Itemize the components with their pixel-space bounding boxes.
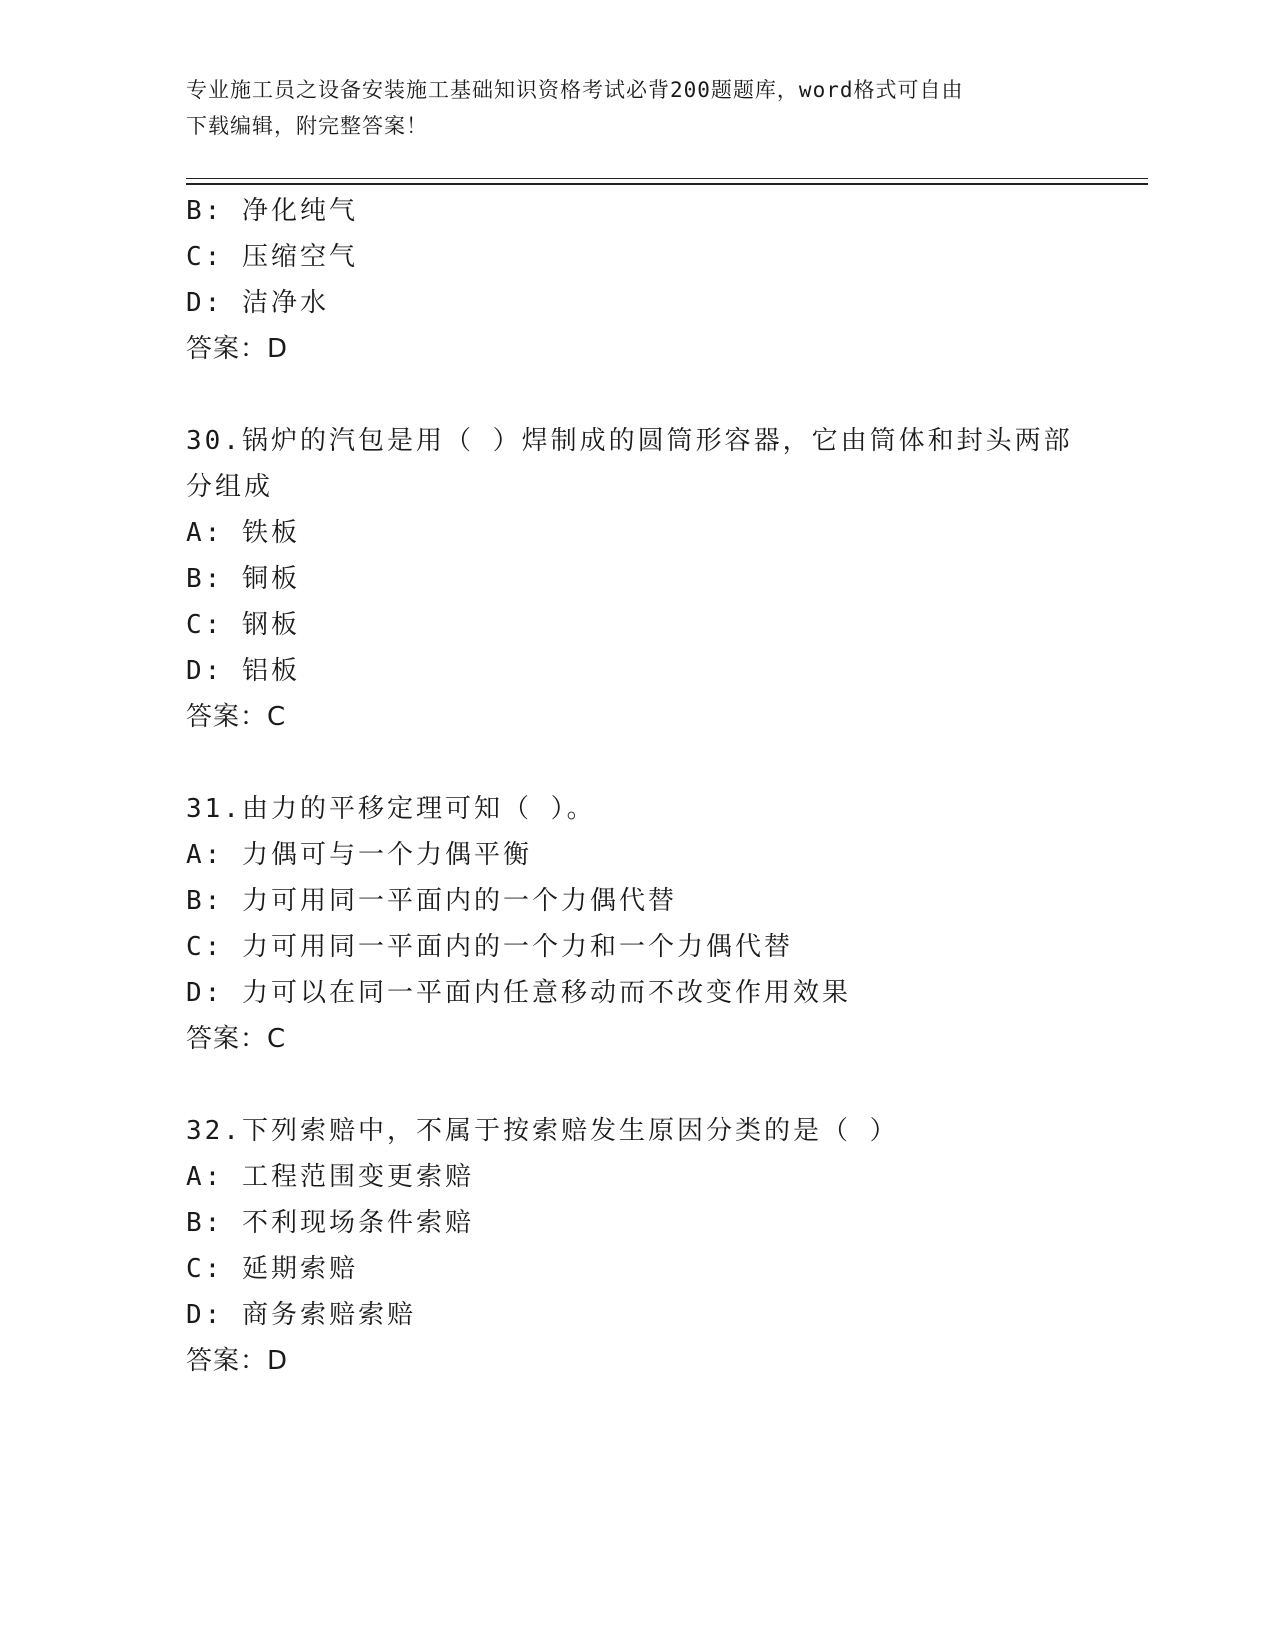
- answer: 答案：C: [186, 702, 287, 732]
- question-stem: 32.下列索赔中，不属于按索赔发生原因分类的是（ ）: [186, 1116, 899, 1146]
- option-b: B: 不利现场条件索赔: [186, 1208, 474, 1238]
- question-31: [186, 786, 1146, 1062]
- option-b: B: 力可用同一平面内的一个力偶代替: [186, 886, 677, 916]
- header-line-1: 专业施工员之设备安装施工基础知识资格考试必背200题题库，word格式可自由: [186, 78, 964, 102]
- answer: 答案：D: [186, 1346, 289, 1376]
- question-32: [186, 1108, 1146, 1384]
- document-header: [186, 72, 1066, 144]
- previous-question-tail: [186, 188, 1146, 372]
- option-c: C: 力可用同一平面内的一个力和一个力偶代替: [186, 932, 793, 962]
- question-30: [186, 418, 1146, 740]
- option-d: D: 商务索赔索赔: [186, 1300, 416, 1330]
- option-c: C: 延期索赔: [186, 1254, 358, 1284]
- question-stem-continued: 分组成: [186, 472, 274, 502]
- header-rule-thick: [186, 183, 1148, 185]
- option-a: A: 铁板: [186, 518, 300, 548]
- answer: 答案：D: [186, 334, 289, 364]
- option-b: B: 铜板: [186, 564, 300, 594]
- question-stem: 30.锅炉的汽包是用（ ）焊制成的圆筒形容器，它由筒体和封头两部: [186, 426, 1073, 456]
- option-d: D: 铝板: [186, 656, 300, 686]
- header-line-2: 下载编辑，附完整答案！: [186, 114, 428, 138]
- option-c: C: 钢板: [186, 610, 300, 640]
- question-stem: 31.由力的平移定理可知（ ）。: [186, 794, 596, 824]
- option-a: A: 力偶可与一个力偶平衡: [186, 840, 532, 870]
- question-list: [186, 188, 1146, 1384]
- option-a: A: 工程范围变更索赔: [186, 1162, 474, 1192]
- option-d: D: 洁净水: [186, 288, 329, 318]
- option-b: B: 净化纯气: [186, 196, 358, 226]
- option-c: C: 压缩空气: [186, 242, 358, 272]
- header-rule-thin: [186, 178, 1148, 179]
- option-d: D: 力可以在同一平面内任意移动而不改变作用效果: [186, 978, 851, 1008]
- answer: 答案：C: [186, 1024, 287, 1054]
